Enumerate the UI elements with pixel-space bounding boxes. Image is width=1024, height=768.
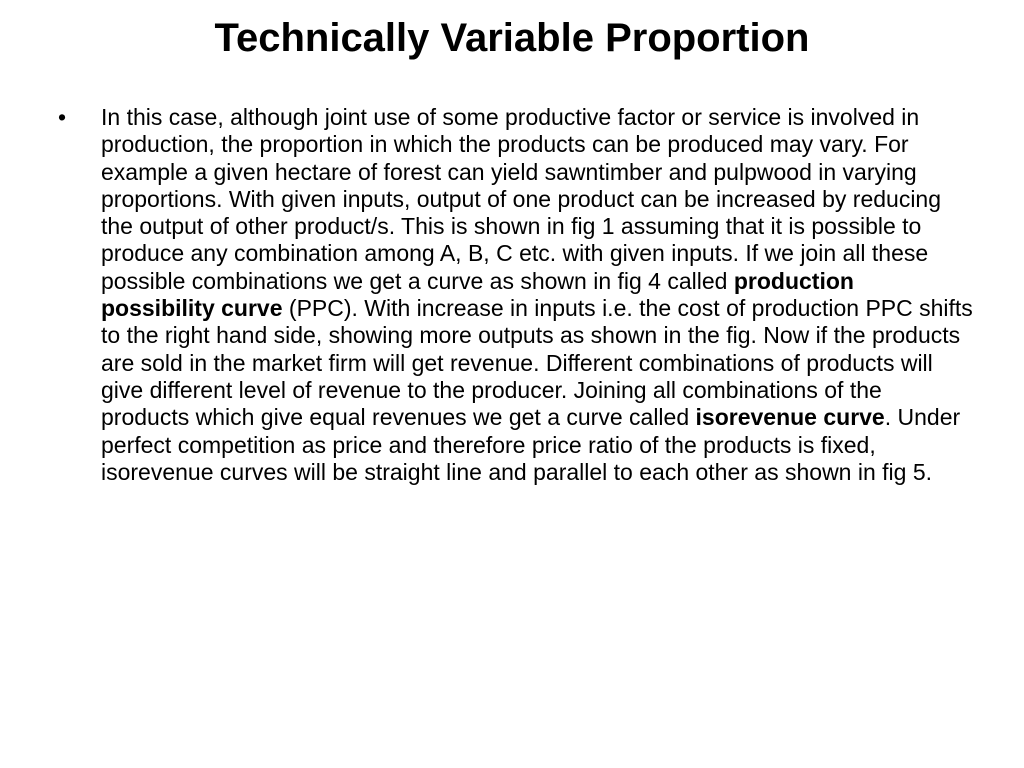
term-production-possibility-curve: production possibility curve	[101, 267, 854, 322]
term-isorevenue-curve: isorevenue curve	[695, 404, 885, 431]
bullet-marker: •	[58, 104, 67, 130]
paragraph-text-part3: . Under perfect competition as price and therefore price ratio of the products is fixed, isorevenue curves will be straight line and parallel to each other as shown in fig 5.	[101, 404, 961, 485]
slide-title: Technically Variable Proportion	[214, 16, 810, 60]
bullet-list	[58, 104, 973, 486]
paragraph-text-part2: (PPC). With increase in inputs i.e. the cost of production PPC shifts to the right hand side, showing more outputs as shown in the fig. Now if the products are sold in the market firm will get revenue. Different combinations of products will give different level of revenue to the producer. Joining all combinations of the products which give equal revenues we get a curve called	[101, 295, 973, 431]
paragraph-text-part1: In this case, although joint use of some productive factor or service is involved in production, the proportion in which the products can be produced may vary. For example a given hectare of forest can yield sawntimber and pulpwood in varying proportions. With given inputs, output of one product can be increased by reducing the output of other product/s. This is shown in fig 1 assuming that it is possible to produce any combination among A, B, C etc. with given inputs. If we join all these possible combinations we get a curve as shown in fig 4 called	[101, 104, 942, 294]
bullet-item	[58, 104, 973, 486]
